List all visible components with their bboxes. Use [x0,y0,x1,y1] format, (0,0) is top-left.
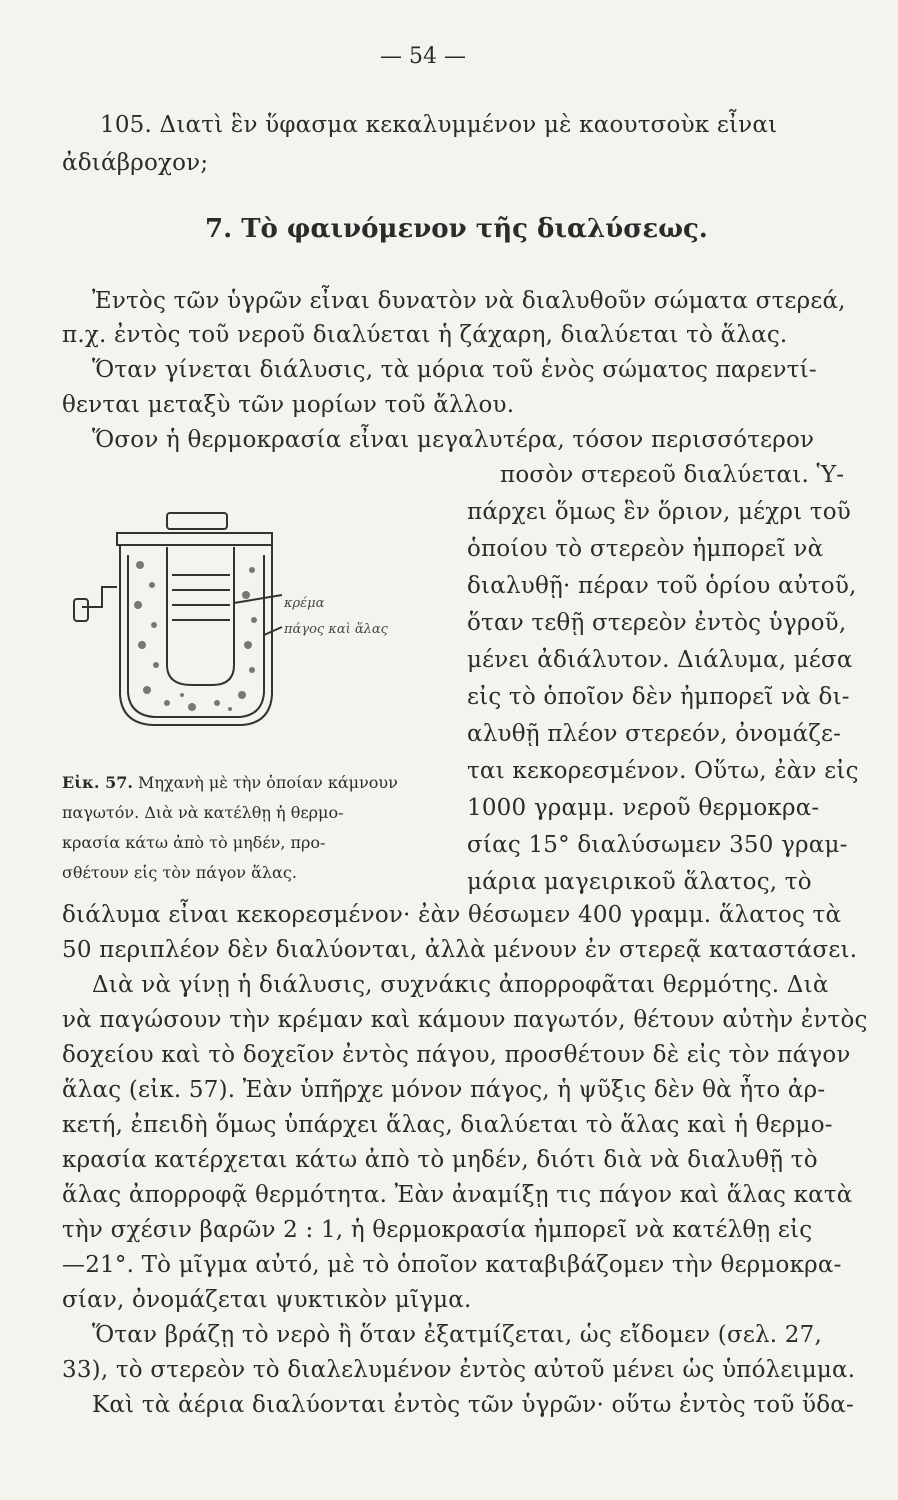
text-line: διάλυμα εἶναι κεκορεσμένον· ἐὰν θέσωμεν 400 γραμμ. ἅλατος τὰ [62,902,842,928]
caption-text: Μηχανὴ μὲ τὴν ὁποίαν κάμνουν [132,773,398,792]
figure-caption-line-1 [62,772,398,794]
section-title: 7. Τὸ φαινόμενον τῆς διαλύσεως. [205,214,708,244]
text-line-right: μένει ἀδιάλυτον. Διάλυμα, μέσα [467,647,853,673]
figure-caption-line-3: κρασία κάτω ἀπὸ τὸ μηδέν, προ- [62,833,326,852]
figure-caption-line-2: παγωτόν. Διὰ νὰ κατέλθῃ ἡ θερμο- [62,803,344,822]
ice-cream-machine-illustration [62,495,292,755]
text-line-right: 1000 γραμμ. νεροῦ θερμοκρα- [467,795,820,821]
text-line: 50 περιπλέον δὲν διαλύονται, ἀλλὰ μένουν ἐν στερεᾷ καταστάσει. [62,937,858,963]
text-line: 33), τὸ στερεὸν τὸ διαλελυμένον ἐντὸς αὐτοῦ μένει ὡς ὑπόλειμμα. [62,1357,856,1383]
text-line-right: ται κεκορεσμένον. Οὕτω, ἐὰν εἰς [467,758,859,784]
text-line-right: εἰς τὸ ὁποῖον δὲν ἠμπορεῖ νὰ δι- [467,684,850,710]
text-line: κετή, ἐπειδὴ ὅμως ὑπάρχει ἅλας, διαλύεται τὸ ἅλας καὶ ἡ θερμο- [62,1112,833,1138]
text-line: Καὶ τὰ ἀέρια διαλύονται ἐντὸς τῶν ὑγρῶν· οὕτω ἐντὸς τοῦ ὕδα- [92,1392,854,1418]
text-line: τὴν σχέσιν βαρῶν 2 : 1, ἡ θερμοκρασία ἠμπορεῖ νὰ κατέλθῃ εἰς [62,1217,813,1243]
text-line-right: ποσὸν στερεοῦ διαλύεται. Ὑ- [500,462,845,488]
question-line-2: ἀδιάβροχον; [62,150,209,176]
figure-number: Εἰκ. 57. [62,773,133,792]
text-line: ἅλας (εἰκ. 57). Ἐὰν ὑπῆρχε μόνον πάγος, ἡ ψῦξις δὲν θὰ ἦτο ἀρ- [62,1077,826,1103]
text-line: θενται μεταξὺ τῶν μορίων τοῦ ἄλλου. [62,392,515,418]
text-line-right: ὅταν τεθῇ στερεὸν ἐντὸς ὑγροῦ, [467,610,847,636]
text-line-right: διαλυθῇ· πέραν τοῦ ὁρίου αὐτοῦ, [467,573,857,599]
text-line-right: ὁποίου τὸ στερεὸν ἠμπορεῖ νὰ [467,536,824,562]
text-line: Διὰ νὰ γίνῃ ἡ διάλυσις, συχνάκις ἀπορροφᾶται θερμότης. Διὰ [92,972,829,998]
text-line-right: σίας 15° διαλύσωμεν 350 γραμ- [467,832,848,858]
text-line: νὰ παγώσουν τὴν κρέμαν καὶ κάμουν παγωτόν, θέτουν αὐτὴν ἐντὸς [62,1007,868,1033]
figure-label-ice-salt: πάγος καὶ ἅλας [284,622,388,637]
text-line: σίαν, ὀνομάζεται ψυκτικὸν μῖγμα. [62,1287,472,1313]
question-line-1: 105. Διατὶ ἓν ὕφασμα κεκαλυμμένον μὲ καουτσοὺκ εἶναι [100,112,778,138]
ice-cream-machine-figure [62,495,292,755]
text-line: Ὅταν βράζῃ τὸ νερὸ ἢ ὅταν ἐξατμίζεται, ὡς εἴδομεν (σελ. 27, [92,1322,822,1348]
text-line: Ὅσον ἡ θερμοκρασία εἶναι μεγαλυτέρα, τόσον περισσότερον [92,427,815,453]
text-line: π.χ. ἐντὸς τοῦ νεροῦ διαλύεται ἡ ζάχαρη, διαλύεται τὸ ἅλας. [62,322,788,348]
figure-label-cream: κρέμα [284,596,325,611]
text-line: κρασία κατέρχεται κάτω ἀπὸ τὸ μηδέν, διότι διὰ νὰ διαλυθῇ τὸ [62,1147,818,1173]
text-line: Ὅταν γίνεται διάλυσις, τὰ μόρια τοῦ ἑνὸς σώματος παρεντί- [92,357,817,383]
text-line-right: μάρια μαγειρικοῦ ἅλατος, τὸ [467,869,812,895]
page-number: — 54 — [380,44,466,69]
text-line: ἅλας ἀπορροφᾷ θερμότητα. Ἐὰν ἀναμίξῃ τις πάγον καὶ ἅλας κατὰ [62,1182,853,1208]
text-line: —21°. Τὸ μῖγμα αὐτό, μὲ τὸ ὁποῖον καταβιβάζομεν τὴν θερμοκρα- [62,1252,842,1278]
text-line: Ἐντὸς τῶν ὑγρῶν εἶναι δυνατὸν νὰ διαλυθοῦν σώματα στερεά, [92,288,846,314]
text-line: δοχείου καὶ τὸ δοχεῖον ἐντὸς πάγου, προσθέτουν δὲ εἰς τὸν πάγον [62,1042,851,1068]
text-line-right: πάρχει ὅμως ἓν ὅριον, μέχρι τοῦ [467,499,851,525]
text-line-right: αλυθῇ πλέον στερεόν, ὀνομάζε- [467,721,842,747]
figure-caption-line-4: σθέτουν εἰς τὸν πάγον ἅλας. [62,863,297,882]
